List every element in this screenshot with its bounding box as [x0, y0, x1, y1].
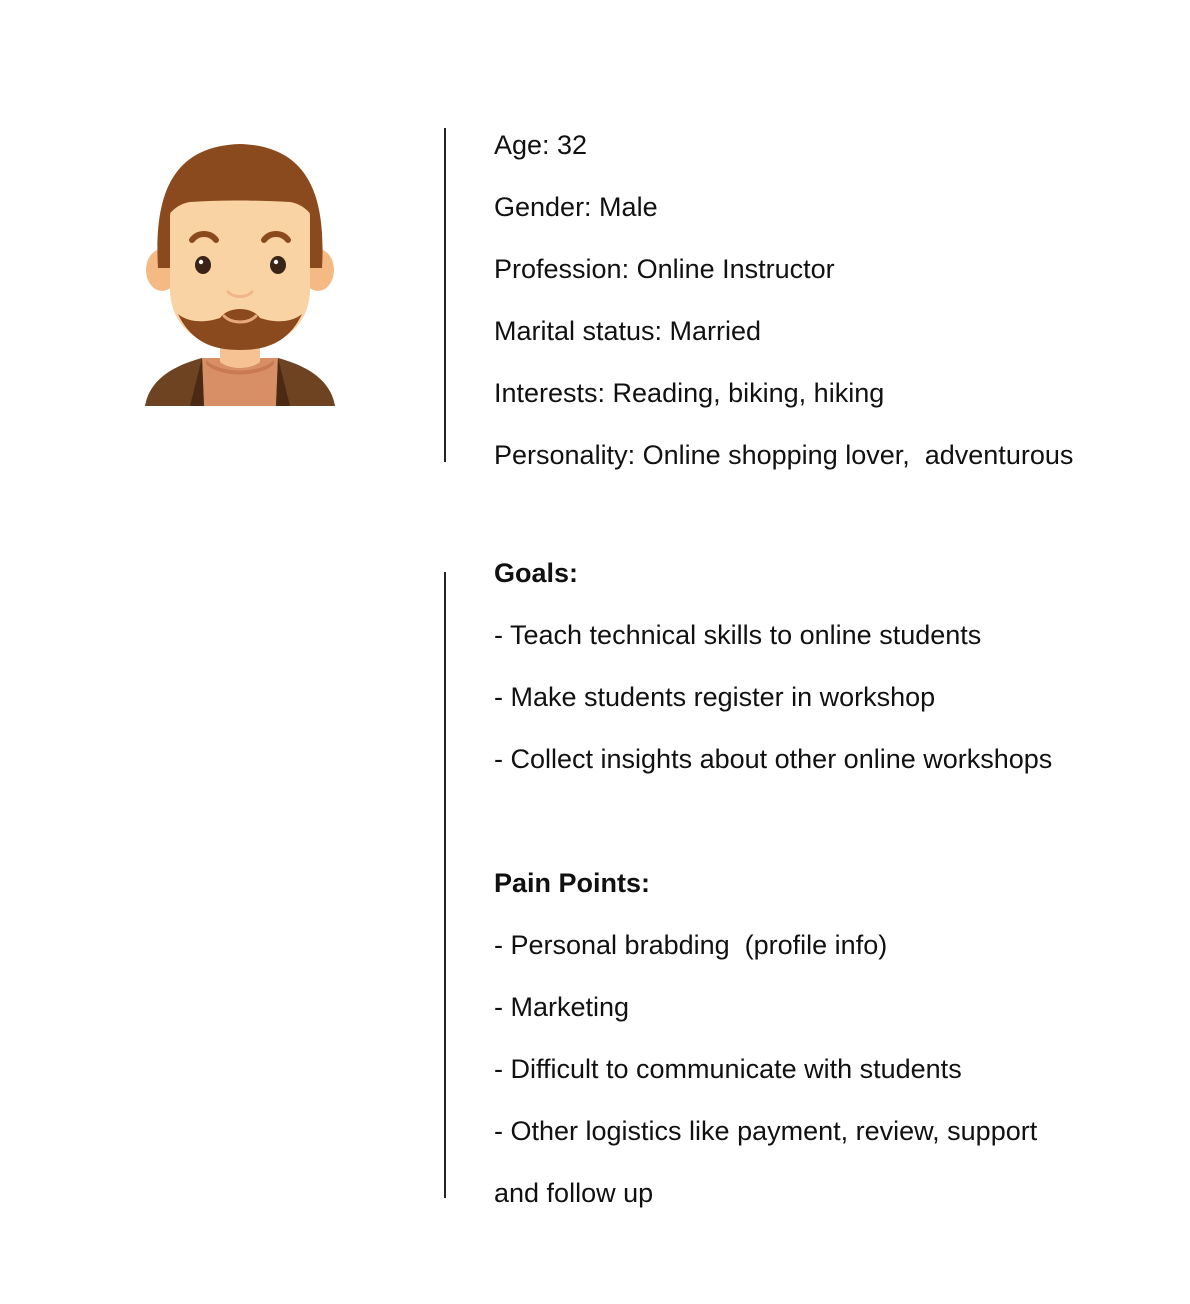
persona-details	[494, 114, 1073, 486]
pain-points-heading: Pain Points:	[494, 868, 651, 898]
detail-age: Age: 32	[494, 130, 588, 160]
detail-marital-status: Marital status: Married	[494, 316, 762, 346]
persona-avatar-icon	[140, 138, 340, 408]
goals-heading: Goals:	[494, 558, 579, 588]
pain-point-item: - Other logistics like payment, review, support	[494, 1116, 1038, 1146]
goal-item: - Make students register in workshop	[494, 682, 936, 712]
detail-interests: Interests: Reading, biking, hiking	[494, 378, 885, 408]
pain-point-item: - Marketing	[494, 992, 630, 1022]
detail-personality: Personality: Online shopping lover, adventurous	[494, 440, 1074, 470]
goals-section	[494, 542, 1052, 790]
pain-point-item: - Difficult to communicate with students	[494, 1054, 962, 1084]
pain-points-list	[494, 914, 1037, 1224]
pain-point-item: - Personal brabding (profile info)	[494, 930, 888, 960]
goal-item: - Collect insights about other online workshops	[494, 744, 1053, 774]
goals-pains-divider	[444, 572, 446, 1198]
detail-gender: Gender: Male	[494, 192, 658, 222]
detail-profession: Profession: Online Instructor	[494, 254, 835, 284]
pain-point-item-continued: and follow up	[494, 1178, 654, 1208]
details-divider	[444, 128, 446, 462]
goals-list	[494, 604, 1052, 790]
pain-points-section	[494, 852, 1037, 1224]
goal-item: - Teach technical skills to online students	[494, 620, 982, 650]
